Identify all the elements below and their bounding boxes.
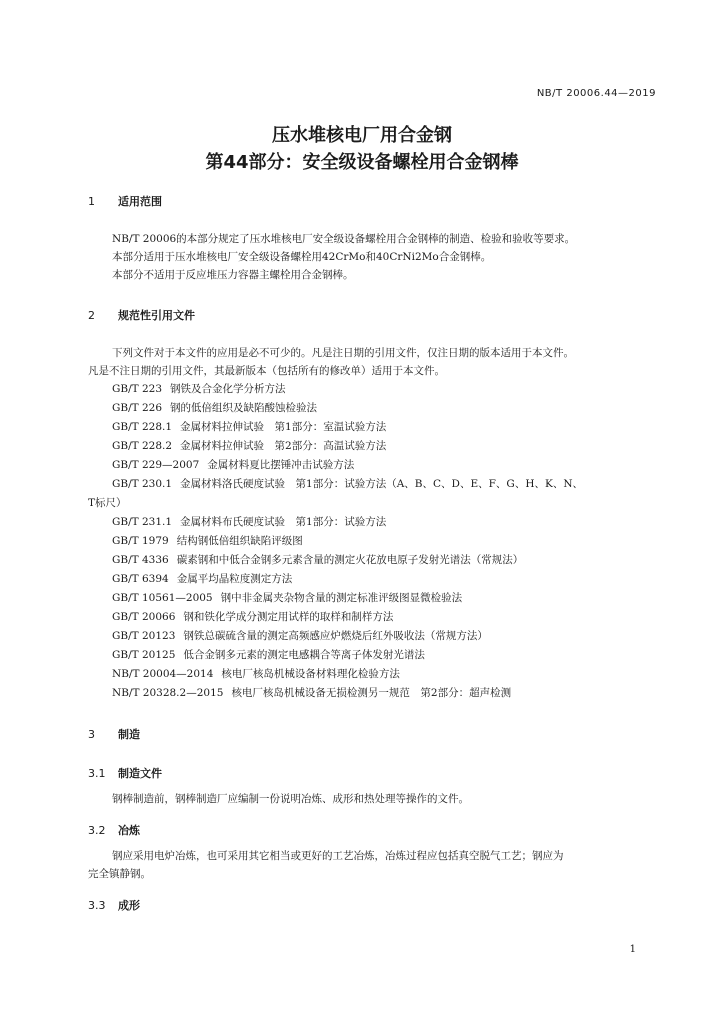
reference-entry — [112, 572, 292, 586]
reference-title: 钢铁及合金化学分析方法 — [170, 383, 286, 395]
section-title: 规范性引用文件 — [118, 309, 195, 322]
subsection-title: 制造文件 — [118, 767, 162, 780]
reference-title: 核电厂核岛机械设备材料理化检验方法 — [221, 668, 400, 680]
document-title-line1: 压水堆核电厂用合金钢 — [272, 125, 452, 146]
reference-entry — [112, 515, 386, 529]
section-number: 1 — [88, 195, 95, 208]
reference-entry — [112, 629, 488, 643]
reference-title: 钢中非金属夹杂物含量的测定标准评级图显微检验法 — [220, 592, 463, 604]
reference-entry — [112, 686, 511, 700]
section-1-heading — [88, 193, 162, 209]
reference-entry — [112, 401, 317, 415]
reference-code: GB/T 20066 — [112, 611, 176, 623]
reference-entry — [112, 591, 462, 605]
reference-code: GB/T 1979 — [112, 535, 169, 547]
reference-entry — [112, 610, 393, 624]
reference-code: GB/T 229—2007 — [112, 459, 200, 471]
subsection-number: 3.3 — [88, 899, 106, 912]
standard-code: NB/T 20006.44—2019 — [536, 88, 656, 99]
reference-title: 钢铁总碳硫含量的测定高频感应炉燃烧后红外吸收法（常规方法） — [183, 630, 488, 642]
reference-title: 金属材料拉伸试验 第2部分：高温试验方法 — [180, 440, 387, 452]
section-title: 制造 — [118, 728, 140, 741]
subsection-3-2-paragraph: 完全镇静钢。 — [88, 868, 151, 880]
section-title: 适用范围 — [118, 195, 162, 208]
reference-code: GB/T 230.1 — [112, 478, 173, 490]
reference-code: GB/T 6394 — [112, 573, 169, 585]
subsection-number: 3.1 — [88, 767, 106, 780]
section-number: 3 — [88, 728, 95, 741]
reference-title: 低合金钢多元素的测定电感耦合等离子体发射光谱法 — [183, 649, 425, 661]
reference-title: 金属材料夏比摆锤冲击试验方法 — [207, 459, 355, 471]
subsection-title: 成形 — [118, 899, 140, 912]
reference-code: GB/T 228.2 — [112, 440, 173, 452]
reference-title: 钢的低倍组织及缺陷酸蚀检验法 — [170, 402, 318, 414]
reference-entry — [112, 439, 386, 453]
reference-code: GB/T 226 — [112, 402, 163, 414]
reference-entry — [112, 458, 354, 472]
section-2-intro: 凡是不注日期的引用文件，其最新版本（包括所有的修改单）适用于本文件。 — [88, 365, 445, 377]
section-2-intro: 下列文件对于本文件的应用是必不可少的。凡是注日期的引用文件，仅注日期的版本适用于本文件。 — [112, 347, 574, 359]
section-1-paragraph: 本部分不适用于反应堆压力容器主螺栓用合金钢棒。 — [112, 269, 354, 281]
section-3-heading — [88, 726, 140, 742]
reference-code: GB/T 20125 — [112, 649, 176, 661]
subsection-3-2-heading — [88, 822, 140, 838]
reference-code: GB/T 10561—2005 — [112, 592, 213, 604]
reference-code: GB/T 20123 — [112, 630, 176, 642]
section-1-paragraph: NB/T 20006的本部分规定了压水堆核电厂安全级设备螺栓用合金钢棒的制造、检验和验收等要求。 — [112, 233, 576, 245]
reference-title: 金属材料拉伸试验 第1部分：室温试验方法 — [180, 421, 387, 433]
reference-entry — [112, 667, 400, 681]
reference-code: GB/T 228.1 — [112, 421, 173, 433]
section-1-paragraph: 本部分适用于压水堆核电厂安全级设备螺栓用42CrMo和40CrNi2Mo合金钢棒。 — [112, 251, 492, 263]
subsection-title: 冶炼 — [118, 824, 140, 837]
reference-title: 钢和铁化学成分测定用试样的取样和制样方法 — [183, 611, 394, 623]
reference-code: NB/T 20004—2014 — [112, 668, 214, 680]
subsection-3-3-heading — [88, 897, 140, 913]
subsection-number: 3.2 — [88, 824, 106, 837]
reference-title: 金属材料洛氏硬度试验 第1部分：试验方法（A、B、C、D、E、F、G、H、K、N、 — [180, 478, 584, 490]
reference-entry — [112, 382, 286, 396]
section-2-heading — [88, 307, 195, 323]
subsection-3-1-heading — [88, 765, 162, 781]
subsection-3-2-paragraph: 钢应采用电炉冶炼，也可采用其它相当或更好的工艺冶炼，冶炼过程应包括真空脱气工艺；钢应为 — [112, 850, 564, 862]
reference-code: NB/T 20328.2—2015 — [112, 687, 224, 699]
section-number: 2 — [88, 309, 95, 322]
reference-continuation: T标尺） — [88, 497, 127, 509]
reference-entry — [112, 648, 425, 662]
page-number: 1 — [629, 944, 636, 955]
reference-code: GB/T 223 — [112, 383, 163, 395]
reference-title: 结构钢低倍组织缺陷评级图 — [176, 535, 303, 547]
reference-title: 金属材料布氏硬度试验 第1部分：试验方法 — [180, 516, 387, 528]
reference-code: GB/T 4336 — [112, 554, 169, 566]
reference-title: 碳素钢和中低合金钢多元素含量的测定火花放电原子发射光谱法（常规法） — [176, 554, 524, 566]
reference-entry — [112, 420, 386, 434]
reference-entry — [112, 553, 523, 567]
reference-entry — [112, 477, 583, 491]
subsection-3-1-paragraph: 钢棒制造前，钢棒制造厂应编制一份说明冶炼、成形和热处理等操作的文件。 — [112, 793, 469, 805]
reference-entry — [112, 534, 303, 548]
reference-title: 金属平均晶粒度测定方法 — [176, 573, 293, 585]
reference-title: 核电厂核岛机械设备无损检测另一规范 第2部分：超声检测 — [231, 687, 512, 699]
document-title-line2: 第44部分：安全级设备螺栓用合金钢棒 — [205, 152, 519, 173]
reference-code: GB/T 231.1 — [112, 516, 173, 528]
